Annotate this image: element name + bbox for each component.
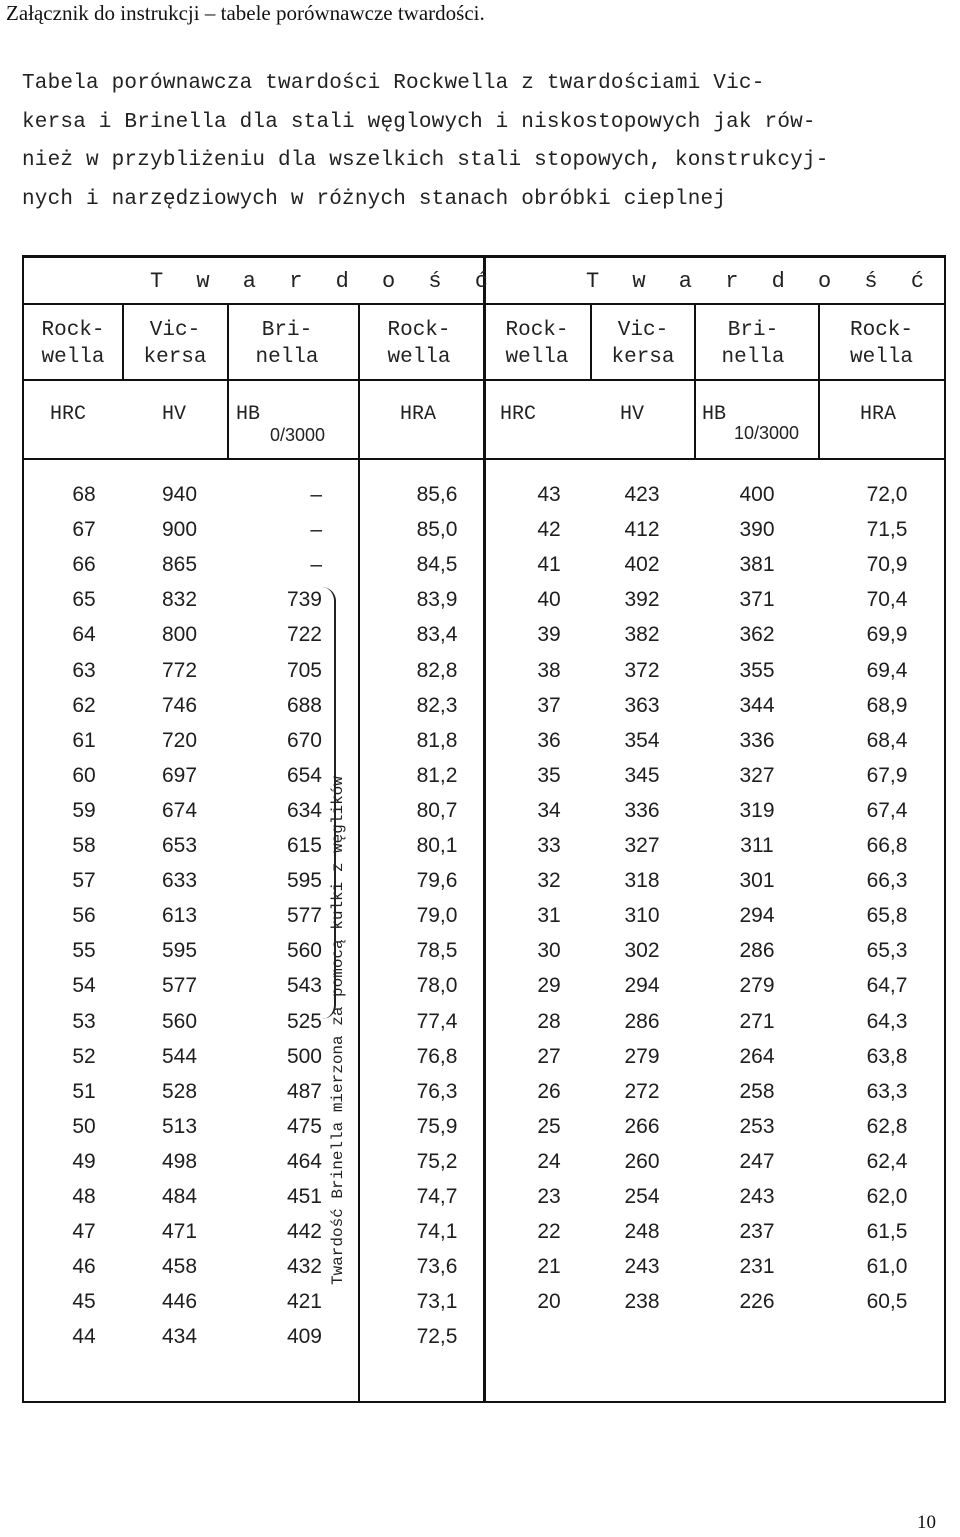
column-name: Rock- wella — [505, 319, 569, 369]
right-hrc-value: 23 — [537, 1185, 561, 1208]
left-hv-value: 653 — [161, 834, 198, 857]
column-name: Bri- nella — [721, 319, 785, 369]
column-name: Rock- wella — [387, 319, 451, 369]
right-hb-value: 390 — [739, 518, 775, 542]
left-hrc-value: 67 — [72, 518, 96, 542]
left-hb-value: 432 — [286, 1255, 322, 1279]
left-hv-value: 498 — [161, 1149, 198, 1173]
right-hv-value: 412 — [624, 518, 660, 542]
left-hra-value: 76,3 — [416, 1079, 458, 1103]
left-hrc-value: 57 — [72, 869, 96, 893]
left-hb-value: 705 — [286, 658, 322, 682]
table-left-border — [22, 255, 24, 1403]
right-hra-value: 69,9 — [866, 623, 908, 647]
left-hra-value: 72,5 — [416, 1325, 458, 1349]
left-hv-value: 832 — [161, 588, 198, 612]
right-hb-value: 243 — [739, 1185, 775, 1208]
left-hv-value: 746 — [161, 693, 198, 717]
right-hv-value: 248 — [624, 1220, 660, 1244]
column-separator — [694, 305, 696, 460]
left-hv-value: 471 — [161, 1220, 198, 1244]
left-hb-value: 688 — [286, 693, 322, 717]
hardness-table — [22, 255, 946, 1403]
left-hra-value: 82,3 — [416, 693, 458, 717]
right-hv-value: 318 — [624, 869, 660, 893]
left-hb-value: 475 — [286, 1114, 322, 1138]
left-hra-value: 85,0 — [416, 518, 458, 542]
column-unit: HRA — [860, 403, 897, 426]
column-name: Vic- kersa — [611, 319, 675, 369]
right-hra-value: 66,3 — [866, 869, 908, 893]
right-hv-value: 279 — [624, 1044, 660, 1068]
right-hv-value: 363 — [624, 693, 660, 717]
column-unit: HRC — [50, 403, 87, 426]
column-unit: HB — [236, 403, 261, 426]
column-unit: HV — [620, 403, 645, 426]
right-hb-value: 264 — [739, 1044, 775, 1068]
left-hrc-value: 58 — [72, 834, 96, 857]
left-hrc-value: 54 — [72, 974, 96, 998]
left-hrc-value: 45 — [72, 1290, 96, 1314]
right-hb-value: 231 — [739, 1255, 775, 1279]
left-hra-value: 85,6 — [416, 483, 458, 506]
left-hrc-value: 51 — [72, 1079, 96, 1103]
right-hra-value: 60,5 — [866, 1290, 908, 1314]
right-hrc-value: 43 — [537, 483, 561, 506]
left-hrc-value: 49 — [72, 1149, 96, 1173]
left-hrc-value: 48 — [72, 1185, 96, 1208]
left-hra-value: 83,4 — [416, 623, 458, 647]
right-hrc-value: 26 — [537, 1079, 561, 1103]
left-hv-value: 697 — [161, 763, 198, 787]
left-hra-value: 73,6 — [416, 1255, 458, 1279]
column-separator — [590, 305, 592, 380]
right-hrc-value: 38 — [537, 658, 561, 682]
left-hb-value: 615 — [286, 834, 322, 857]
left-hrc-value: 55 — [72, 939, 96, 963]
right-hra-value: 71,5 — [866, 518, 908, 542]
right-hv-value: 260 — [624, 1149, 660, 1173]
left-hrc-value: 44 — [72, 1325, 96, 1349]
column-unit: HRA — [400, 403, 437, 426]
right-hb-value: 253 — [739, 1114, 775, 1138]
document-heading: Załącznik do instrukcji – tabele porównawcze twardości. — [6, 1, 485, 25]
left-hra-value: 83,9 — [416, 588, 458, 612]
right-hrc-value: 40 — [537, 588, 561, 612]
left-hrc-value: 47 — [72, 1220, 96, 1244]
left-hra-value: 82,8 — [416, 658, 458, 682]
left-hb-value: 670 — [286, 728, 322, 752]
right-hv-value: 286 — [624, 1009, 660, 1033]
left-hv-value: 528 — [161, 1079, 198, 1103]
left-hv-value: 940 — [161, 483, 198, 506]
right-hv-value: 402 — [624, 553, 660, 577]
left-hb-value: 409 — [286, 1325, 322, 1349]
right-hra-value: 63,3 — [866, 1079, 908, 1103]
right-hb-value: 362 — [739, 623, 775, 647]
right-hv-value: 302 — [624, 939, 660, 963]
right-hra-value: 68,9 — [866, 693, 908, 717]
right-hv-value: 254 — [624, 1185, 660, 1208]
right-hb-value: 226 — [739, 1290, 775, 1314]
right-hra-value: 67,9 — [866, 763, 908, 787]
left-hv-value: 560 — [161, 1009, 198, 1033]
left-hb-value: 525 — [286, 1009, 322, 1033]
right-hv-value: 354 — [624, 728, 660, 752]
right-hb-value: 371 — [739, 588, 775, 612]
right-hv-value: 310 — [624, 904, 660, 928]
left-hv-value: 674 — [161, 798, 198, 822]
right-hv-value: 372 — [624, 658, 660, 682]
right-hra-value: 62,4 — [866, 1149, 908, 1173]
left-hra-value: 79,0 — [416, 904, 458, 928]
left-hb-value: 560 — [286, 939, 322, 963]
left-hv-value: 458 — [161, 1255, 198, 1279]
left-hrc-value: 50 — [72, 1114, 96, 1138]
group-header-divider — [22, 303, 946, 305]
left-hb-value: 543 — [286, 974, 322, 998]
right-hrc-value: 36 — [537, 728, 561, 752]
left-hb-value: 739 — [286, 588, 322, 612]
left-hb-value: – — [310, 518, 322, 542]
left-hra-value: 78,5 — [416, 939, 458, 963]
right-hb-value: 344 — [739, 693, 775, 717]
left-hrc-value: 59 — [72, 798, 96, 822]
left-hra-value: 75,9 — [416, 1114, 458, 1138]
column-name: Vic- kersa — [143, 319, 207, 369]
left-hra-value: 78,0 — [416, 974, 458, 998]
group-title-right: T w a r d o ś ć — [586, 269, 935, 294]
column-sub-unit: 10/3000 — [734, 423, 800, 443]
right-hrc-value: 34 — [537, 798, 561, 822]
left-hb-value: 442 — [286, 1220, 322, 1244]
left-hv-value: 595 — [161, 939, 198, 963]
left-hv-value: 613 — [161, 904, 198, 928]
column-separator — [358, 305, 360, 1403]
left-hra-value: 76,8 — [416, 1044, 458, 1068]
right-hv-value: 238 — [624, 1290, 660, 1314]
right-hrc-value: 22 — [537, 1220, 561, 1244]
right-hrc-value: 29 — [537, 974, 561, 998]
left-hv-value: 544 — [161, 1044, 198, 1068]
left-hra-value: 80,7 — [416, 798, 458, 822]
right-hv-value: 294 — [624, 974, 660, 998]
intro-line: nych i narzędziowych w różnych stanach obróbki cieplnej — [22, 187, 727, 211]
right-hb-value: 327 — [739, 763, 775, 787]
left-hrc-value: 64 — [72, 623, 96, 647]
column-header-divider — [22, 379, 946, 381]
right-hb-value: 400 — [739, 483, 775, 506]
column-sub-unit: 0/3000 — [270, 425, 326, 445]
right-hrc-value: 27 — [537, 1044, 561, 1068]
left-hv-value: 865 — [161, 553, 198, 577]
right-hb-value: 247 — [739, 1149, 775, 1173]
column-separator — [818, 305, 820, 460]
left-hra-value: 77,4 — [416, 1009, 458, 1033]
left-hra-value: 74,7 — [416, 1185, 458, 1208]
right-hrc-value: 41 — [537, 553, 561, 577]
left-hv-value: 633 — [161, 869, 198, 893]
column-unit: HRC — [500, 403, 537, 426]
right-hv-value: 392 — [624, 588, 660, 612]
right-hrc-value: 30 — [537, 939, 561, 963]
left-hb-value: 451 — [286, 1185, 322, 1208]
column-name: Rock- wella — [849, 319, 913, 369]
right-hra-value: 65,3 — [866, 939, 908, 963]
right-hv-value: 345 — [624, 763, 660, 787]
right-hra-value: 66,8 — [866, 834, 908, 857]
column-separator — [227, 305, 229, 460]
right-hb-value: 286 — [739, 939, 775, 963]
group-title-left: T w a r d o ś ć — [150, 269, 499, 294]
right-hrc-value: 20 — [537, 1290, 561, 1314]
left-hrc-value: 46 — [72, 1255, 96, 1279]
right-hrc-value: 21 — [537, 1255, 561, 1279]
right-hrc-value: 33 — [537, 834, 561, 857]
right-hra-value: 64,7 — [866, 974, 908, 998]
left-hrc-value: 68 — [72, 483, 96, 506]
left-hrc-value: 53 — [72, 1009, 96, 1033]
right-hra-value: 68,4 — [866, 728, 908, 752]
left-hv-value: 484 — [161, 1185, 198, 1208]
right-hb-value: 301 — [739, 869, 775, 893]
right-hra-value: 62,8 — [866, 1114, 908, 1138]
left-hra-value: 73,1 — [416, 1290, 458, 1314]
left-hb-value: 577 — [286, 904, 322, 928]
left-hb-value: – — [310, 483, 322, 506]
right-hb-value: 279 — [739, 974, 775, 998]
right-hra-value: 63,8 — [866, 1044, 908, 1068]
left-hrc-value: 62 — [72, 693, 96, 717]
left-hrc-value: 60 — [72, 763, 96, 787]
right-hv-value: 266 — [624, 1114, 660, 1138]
left-hb-value: 500 — [286, 1044, 322, 1068]
intro-line: kersa i Brinella dla stali węglowych i niskostopowych jak rów- — [22, 110, 816, 134]
right-hb-value: 271 — [739, 1009, 775, 1033]
right-hrc-value: 35 — [537, 763, 561, 787]
intro-line: Tabela porównawcza twardości Rockwella z twardościami Vic- — [22, 72, 765, 95]
right-hra-value: 62,0 — [866, 1185, 908, 1208]
intro-line: nież w przybliżeniu dla wszelkich stali stopowych, konstrukcyj- — [22, 149, 829, 172]
table-right-border — [944, 255, 946, 1403]
left-hra-value: 84,5 — [416, 553, 458, 577]
left-hv-value: 434 — [161, 1325, 198, 1349]
left-hrc-value: 65 — [72, 588, 96, 612]
table-center-divider — [483, 255, 486, 1403]
left-hra-value: 80,1 — [416, 834, 458, 857]
right-hb-value: 294 — [739, 904, 775, 928]
right-hv-value: 336 — [624, 798, 660, 822]
column-name: Rock- wella — [41, 319, 105, 369]
left-hrc-value: 61 — [72, 728, 96, 752]
intro-paragraph — [22, 65, 942, 219]
left-hv-value: 513 — [161, 1114, 198, 1138]
left-hv-value: 446 — [161, 1290, 198, 1314]
left-hb-value: 595 — [286, 869, 322, 893]
left-hrc-value: 56 — [72, 904, 96, 928]
right-hra-value: 70,9 — [866, 553, 908, 577]
right-hb-value: 381 — [739, 553, 775, 577]
left-hrc-value: 66 — [72, 553, 96, 577]
column-name: Bri- nella — [255, 319, 319, 369]
left-hv-value: 720 — [161, 728, 198, 752]
left-hra-value: 75,2 — [416, 1149, 458, 1173]
right-hra-value: 61,0 — [866, 1255, 908, 1279]
right-hra-value: 67,4 — [866, 798, 908, 822]
left-hra-value: 79,6 — [416, 869, 458, 893]
right-hra-value: 64,3 — [866, 1009, 908, 1033]
right-hv-value: 272 — [624, 1079, 660, 1103]
right-hb-value: 336 — [739, 728, 775, 752]
right-hra-value: 69,4 — [866, 658, 908, 682]
right-hb-value: 258 — [739, 1079, 775, 1103]
right-hrc-value: 32 — [537, 869, 561, 893]
right-hb-value: 319 — [739, 798, 775, 822]
left-hb-value: 487 — [286, 1079, 322, 1103]
right-hrc-value: 31 — [537, 904, 561, 928]
unit-header-divider — [22, 458, 946, 460]
right-hrc-value: 25 — [537, 1114, 561, 1138]
column-unit: HV — [162, 403, 187, 426]
right-hb-value: 237 — [739, 1220, 775, 1244]
right-hra-value: 72,0 — [866, 483, 908, 506]
brinell-note: Twardość Brinella mierzona za pomocą kulki z węglików — [329, 776, 347, 1285]
left-hra-value: 81,8 — [416, 728, 458, 752]
left-hb-value: 421 — [286, 1290, 322, 1314]
column-separator — [122, 305, 124, 380]
right-hrc-value: 42 — [537, 518, 561, 542]
right-hra-value: 70,4 — [866, 588, 908, 612]
column-unit: HB — [702, 403, 727, 426]
left-hv-value: 900 — [161, 518, 198, 542]
left-hv-value: 577 — [161, 974, 198, 998]
right-hv-value: 327 — [624, 834, 660, 857]
right-hrc-value: 39 — [537, 623, 561, 647]
right-hra-value: 61,5 — [866, 1220, 908, 1244]
left-hra-value: 74,1 — [416, 1220, 458, 1244]
right-hrc-value: 24 — [537, 1149, 561, 1173]
right-hv-value: 382 — [624, 623, 660, 647]
right-hb-value: 355 — [739, 658, 775, 682]
left-hb-value: – — [310, 553, 322, 577]
left-hb-value: 654 — [286, 763, 322, 787]
right-hb-value: 311 — [740, 834, 774, 857]
right-hv-value: 423 — [624, 483, 660, 506]
left-hra-value: 81,2 — [416, 763, 458, 787]
left-hb-value: 464 — [286, 1149, 322, 1173]
right-hv-value: 243 — [624, 1255, 660, 1279]
left-hb-value: 722 — [286, 623, 322, 647]
right-hra-value: 65,8 — [866, 904, 908, 928]
left-hrc-value: 52 — [72, 1044, 96, 1068]
left-hrc-value: 63 — [72, 658, 96, 682]
left-hb-value: 634 — [286, 798, 322, 822]
left-hv-value: 800 — [161, 623, 198, 647]
left-hv-value: 772 — [161, 658, 198, 682]
page-number: 10 — [917, 1512, 936, 1533]
right-hrc-value: 37 — [537, 693, 561, 717]
right-hrc-value: 28 — [537, 1009, 561, 1033]
